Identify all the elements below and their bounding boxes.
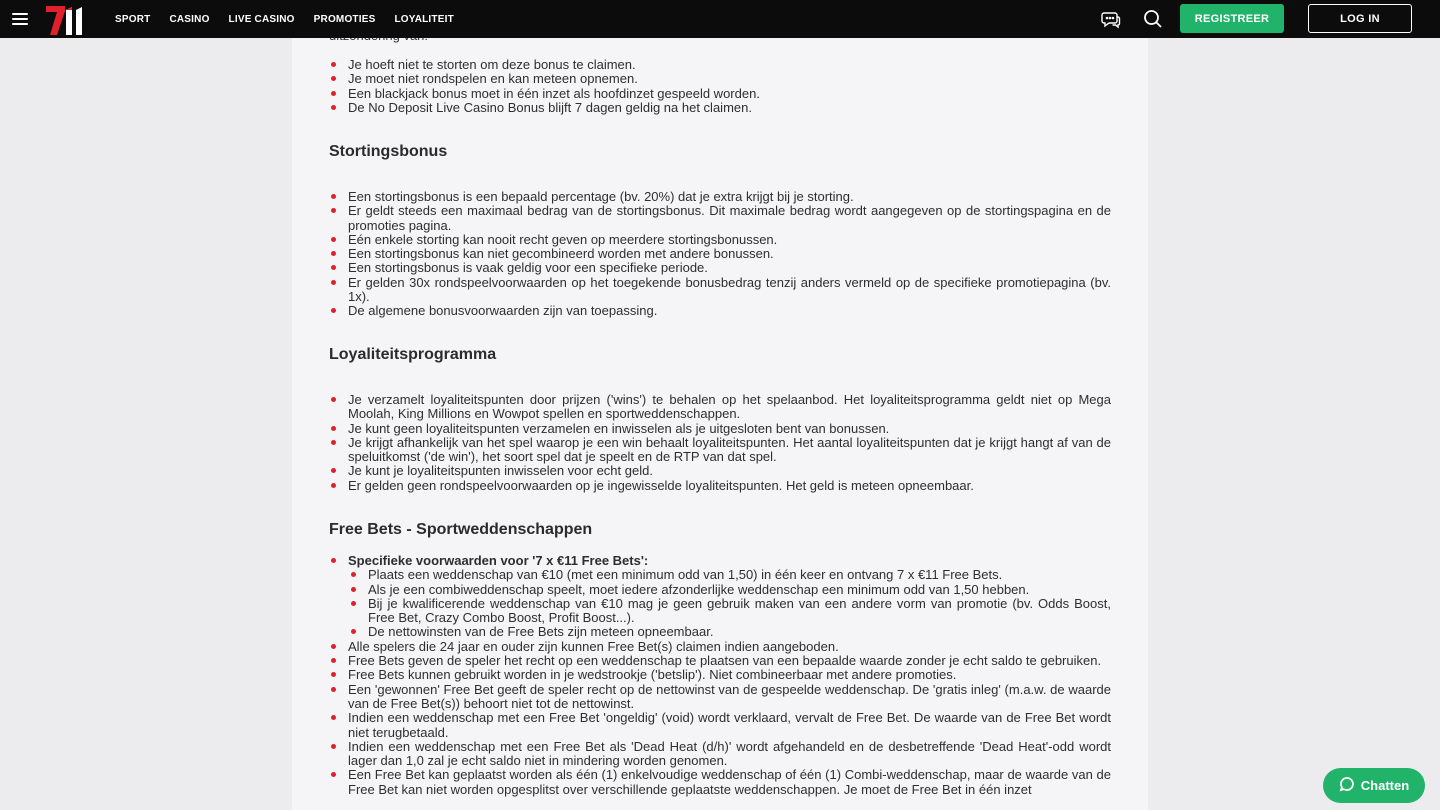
list-loyaliteit bbox=[329, 393, 1111, 493]
nav-casino[interactable]: CASINO bbox=[169, 13, 210, 25]
heading-loyaliteitsprogramma: Loyaliteitsprogramma bbox=[329, 346, 497, 363]
main-nav bbox=[115, 0, 473, 38]
heading-stortingsbonus: Stortingsbonus bbox=[329, 143, 448, 160]
list-item: Free Bets kunnen gebruikt worden in je wedstrookje ('betslip'). Niet combineerbaar met andere promoties. bbox=[329, 668, 1111, 682]
register-button[interactable]: REGISTREER bbox=[1180, 4, 1284, 33]
chat-support-icon[interactable] bbox=[1101, 9, 1121, 29]
list-item: Een stortingsbonus is een bepaald percentage (bv. 20%) dat je extra krijgt bij je storting. bbox=[329, 190, 1111, 204]
list-item: Een blackjack bonus moet in één inzet als hoofdinzet gespeeld worden. bbox=[329, 87, 1111, 101]
list-item: Je kunt geen loyaliteitspunten verzamelen en inwisselen als je uitgesloten bent van bonussen. bbox=[329, 422, 1111, 436]
list-item: Je krijgt afhankelijk van het spel waarop je een win behaalt loyaliteitspunten. Het aantal loyaliteitspunten dat je krijgt hangt af van de speluitkomst ('de win'), het soort spel dat je speelt en de RTP van dat spel. bbox=[329, 436, 1111, 465]
nav-sport[interactable]: SPORT bbox=[115, 13, 151, 25]
list-item: De No Deposit Live Casino Bonus blijft 7 dagen geldig na het claimen. bbox=[329, 101, 1111, 115]
list-item: Er gelden 30x rondspeelvoorwaarden op het toegekende bonusbedrag tenzij anders vermeld op de specifieke promotiepagina (bv. 1x). bbox=[329, 276, 1111, 305]
list-item: Free Bets geven de speler het recht op een weddenschap te plaatsen van een bepaalde waarde zonder je echt saldo te gebruiken. bbox=[329, 654, 1111, 668]
list-stortingsbonus bbox=[329, 190, 1111, 319]
list-item: Je verzamelt loyaliteitspunten door prijzen ('wins') te behalen op het spelaanbod. Het loyaliteitsprogramma geldt niet op Mega Moolah, King Millions en Wowpot spellen en sportweddenschappen. bbox=[329, 393, 1111, 422]
list-subitem: Plaats een weddenschap van €10 (met een minimum odd van 1,50) in één keer en ontvang 7 x €11 Free Bets. bbox=[329, 568, 1111, 582]
list-item: Je moet niet rondspelen en kan meteen opnemen. bbox=[329, 72, 1111, 86]
brand-logo[interactable] bbox=[44, 1, 90, 37]
nav-promoties[interactable]: PROMOTIES bbox=[313, 13, 376, 25]
list-item: Er gelden geen rondspeelvoorwaarden op je ingewisselde loyaliteitspunten. Het geld is meteen opneembaar. bbox=[329, 479, 1111, 493]
list-item: Je hoeft niet te storten om deze bonus te claimen. bbox=[329, 58, 1111, 72]
list-item: De algemene bonusvoorwaarden zijn van toepassing. bbox=[329, 304, 1111, 318]
list-item: Een stortingsbonus kan niet gecombineerd worden met andere bonussen. bbox=[329, 247, 1111, 261]
chat-button[interactable] bbox=[1323, 768, 1425, 803]
heading-free-bets: Free Bets - Sportweddenschappen bbox=[329, 521, 593, 538]
list-item: Indien een weddenschap met een Free Bet 'ongeldig' (void) wordt verklaard, vervalt de Free Bet. De waarde van de Free Bet wordt niet terugbetaald. bbox=[329, 711, 1111, 740]
list-live-casino-bonus bbox=[329, 58, 1111, 115]
nav-live-casino[interactable]: LIVE CASINO bbox=[228, 13, 295, 25]
chat-bubble-icon bbox=[1339, 776, 1355, 795]
list-item: Een 'gewonnen' Free Bet geeft de speler recht op de nettowinst van de gespeelde weddenschap. De 'gratis inleg' (m.a.w. de waarde van de Free Bet(s)) behoort niet tot de nettowinst. bbox=[329, 683, 1111, 712]
menu-icon[interactable] bbox=[12, 13, 28, 25]
list-item: Een stortingsbonus is vaak geldig voor een specifieke periode. bbox=[329, 261, 1111, 275]
list-item-title: Specifieke voorwaarden voor '7 x €11 Free Bets': bbox=[329, 554, 1111, 568]
list-item: Je kunt je loyaliteitspunten inwisselen voor echt geld. bbox=[329, 464, 1111, 478]
list-item: Alle spelers die 24 jaar en ouder zijn kunnen Free Bet(s) claimen indien aangeboden. bbox=[329, 640, 1111, 654]
list-item: Een Free Bet kan geplaatst worden als één (1) enkelvoudige weddenschap of één (1) Combi-weddenschap, maar de waarde van de Free Bet kan niet worden opgesplitst over verschillende geplaatste weddenschappen. Je moet de Free Bet in één inzet bbox=[329, 768, 1111, 797]
login-button[interactable]: LOG IN bbox=[1308, 4, 1412, 33]
list-subitem: Als je een combiweddenschap speelt, moet iedere afzonderlijke weddenschap een minimum odd van 1,50 hebben. bbox=[329, 583, 1111, 597]
list-item: Er geldt steeds een maximaal bedrag van de stortingsbonus. Dit maximale bedrag wordt aangegeven op de stortingspagina en de promoties pagina. bbox=[329, 204, 1111, 233]
list-subitem: De nettowinsten van de Free Bets zijn meteen opneembaar. bbox=[329, 625, 1111, 639]
search-icon[interactable] bbox=[1143, 9, 1163, 29]
list-subitem: Bij je kwalificerende weddenschap van €10 mag je geen gebruik maken van een andere vorm van promotie (bv. Odds Boost, Free Bet, Crazy Combo Boost, Profit Boost...). bbox=[329, 597, 1111, 626]
list-free-bets bbox=[329, 554, 1111, 797]
chat-button-label: Chatten bbox=[1360, 778, 1410, 793]
list-item: Eén enkele storting kan nooit recht geven op meerdere stortingsbonussen. bbox=[329, 233, 1111, 247]
list-item: Indien een weddenschap met een Free Bet als 'Dead Heat (d/h)' wordt afgehandeld en de desbetreffende 'Dead Heat'-odd wordt lager dan 1,0 zal je echt saldo niet in mindering worden genomen. bbox=[329, 740, 1111, 769]
nav-loyaliteit[interactable]: LOYALITEIT bbox=[394, 13, 454, 25]
top-navigation-bar bbox=[0, 0, 1440, 38]
